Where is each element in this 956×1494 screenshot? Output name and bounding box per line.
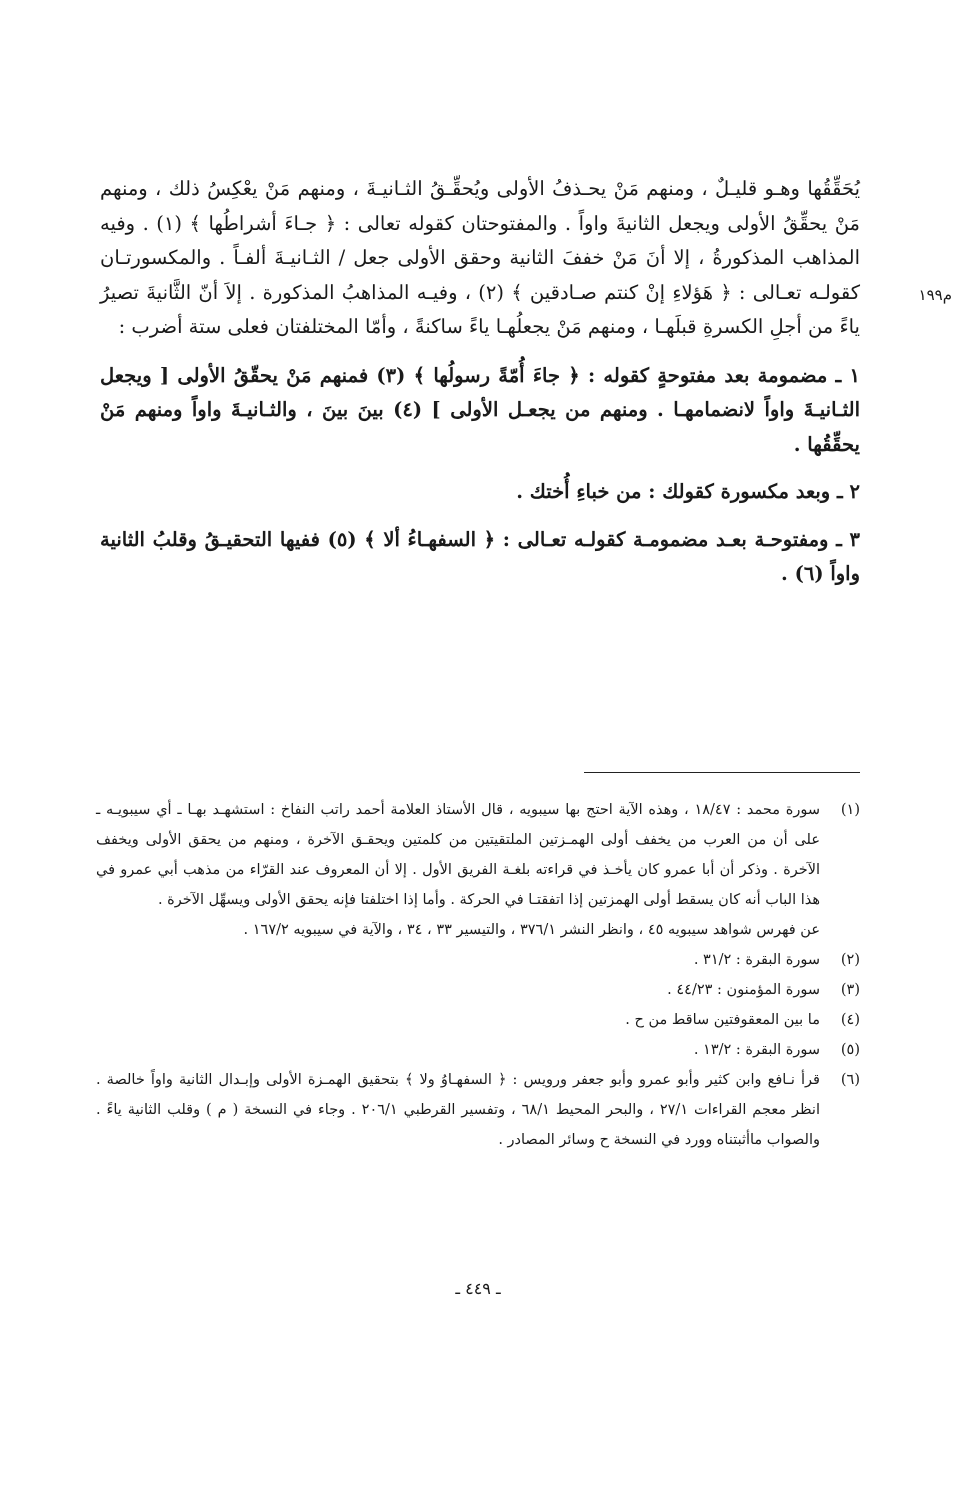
footnote-text: ما بين المعقوفتين ساقط من ح .	[625, 1012, 820, 1028]
footnote-text: سورة المؤمنون : ٤٤/٢٣ .	[667, 982, 820, 998]
footnote-2	[96, 945, 860, 975]
footnote-separator	[584, 772, 860, 773]
margin-manuscript-marker: م١٩٩	[918, 286, 952, 304]
footnote-text: سورة البقرة : ٣١/٢ .	[693, 952, 820, 968]
main-text	[100, 172, 860, 605]
footnote-number: (٦)	[840, 1072, 860, 1088]
footnotes	[96, 795, 860, 1155]
footnote-text: سورة محمد : ١٨/٤٧ ، وهذه الآية احتج بها سيبويه ، قال الأستاذ العلامة أحمد راتب النفاخ : استشهـد بهـا ـ أي سيبويـه ـ على أن من العرب من يخفف أولى الهمـزتين الملتقيتين من كلمتين ويحقـق الآخرة ، ومنهم من يحقق الأولى ويخفف الآخرة . وذكر أن أبا عمرو كان يأخـذ في قراءته بلغـة الفريق الأول . إلا أن المعروف عند القرّاء من مذهب أبي عمرو في هذا الباب أنه كان يسقط أولى الهمزتين إذا اتفقتـا في الحركة . وأما إذا اختلفتا فإنه يحقق الأولى ويسهِّل الآخرة .	[96, 802, 820, 908]
paragraph-item-2: ٢ ـ وبعد مكسورة كقولك : من خباءِ أُختك .	[516, 480, 860, 503]
footnote-text: قرأ نـافع وابن كثير وأبو عمرو وأبو جعفر ورويس : ﴿ السفهـاوُ ولا ﴾ بتحقيق الهمـزة الأولى وإبـدال الثانية واواً خالصة . انظر معجم القراءات ٢٧/١ ، والبحر المحيط ٦٨/١ ، وتفسير القرطبي ٢٠٦/١ . وجاء في النسخة ( م ) وقلب الثانية ياءً . والصواب ماأثبتناه وورد في النسخة ح وسائر المصادر .	[96, 1072, 820, 1148]
footnote-number: (٢)	[840, 952, 860, 968]
footnote-body	[96, 795, 820, 945]
footnote-4	[96, 1005, 860, 1035]
footnote-number: (٤)	[840, 1012, 860, 1028]
footnote-text: سورة البقرة : ١٣/٢ .	[693, 1042, 820, 1058]
footnote-1	[96, 795, 860, 945]
paragraph-item-1: ١ ـ مضمومة بعد مفتوحةٍ كقوله : ﴿ جاءَ أُمّةً رسولُها ﴾ (٣) فمنهم مَنْ يحقّقُ الأولى [ ويجعل الثـانيـةَ واواً لانضمامهـا . ومنهم من يجعـل الأولى ] (٤) بينَ بينَ ، والثـانيـةَ واواً ومنهم مَنْ يحقِّقُها .	[100, 363, 860, 456]
footnote-6	[96, 1065, 860, 1155]
footnote-5	[96, 1035, 860, 1065]
footnote-continuation: عن فهرس شواهد سيبويه ٤٥ ، وانظر النشر ٣٧٦/١ ، والتيسير ٣٣ ، ٣٤ ، والآية في سيبويه ١٦٧/٢ .	[243, 922, 820, 938]
paragraph-intro: يُحَقِّقُها وهـو قليـلٌ ، ومنهم مَنْ يحـذفُ الأولى ويُحقِّـقُ الثـانيـةَ ، ومنهم مَنْ يعْكِسُ ذلك ، ومنهم مَنْ يحقِّقُ الأولى ويجعل الثانيةَ واواً . والمفتوحتان كقوله تعالى : ﴿ جـاءَ أشراطُها ﴾ (١) . وفيه المذاهب المذكورةُ ، إلا أنَ مَنْ خففَ الثانية وحقق الأولى جعل / الثـانيـةَ ألفـاً . والمكسورتـان كقولـه تعـالى : ﴿ هَؤلاءِ إنْ كنتم صـادقين ﴾ (٢) ، وفيـه المذاهبُ المذكورة . إلاَ أنّ الثَّانيةَ تصيرُ ياءً من أجلِ الكسرةِ قبلَهـا ، ومنهم مَنْ يجعلُهـا ياءً ساكنةً ، وأمّا المختلفتان فعلى ستة أضرب :	[100, 177, 860, 338]
paragraph-item-3: ٣ ـ ومفتوحـة بعـد مضمومـة كقولـه تعـالى : ﴿ السفهـاءُ ألا ﴾ (٥) ففيها التحقيـقُ وقلبُ الثانية واواً (٦) .	[100, 527, 860, 585]
footnote-number: (٣)	[840, 982, 860, 998]
page-number: ـ ٤٤٩ ـ	[455, 1279, 501, 1298]
footnote-number: (١)	[840, 802, 860, 818]
footnote-number: (٥)	[840, 1042, 860, 1058]
footnote-3	[96, 975, 860, 1005]
